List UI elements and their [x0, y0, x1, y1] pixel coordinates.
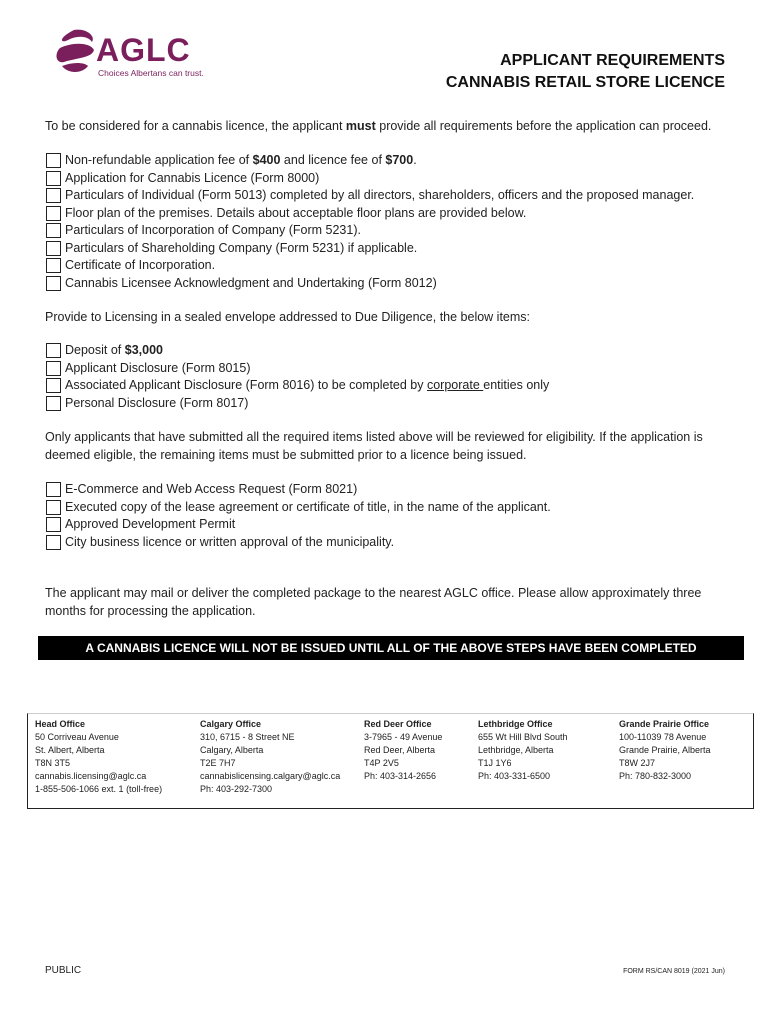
item-text: City business licence or written approval of the municipality. [65, 534, 395, 549]
checkbox[interactable] [46, 343, 61, 358]
office-phone: Ph: 403-331-6500 [478, 771, 551, 781]
eligibility-paragraph: Only applicants that have submitted all the required items listed above will be reviewed for eligibility. If the application is deemed eligible, the remaining items must be submitted prior to a licence being issued. [45, 430, 703, 462]
checkbox[interactable] [46, 361, 61, 376]
item-text: and licence fee of [280, 153, 386, 167]
item-text: Particulars of Shareholding Company (Form 5231) if applicable. [65, 240, 418, 255]
checkbox[interactable] [46, 517, 61, 532]
checklist-item [45, 222, 694, 240]
office-phone: Ph: 403-292-7300 [200, 784, 273, 794]
checkbox[interactable] [46, 188, 61, 203]
checkbox[interactable] [46, 482, 61, 497]
office-name: Lethbridge Office [478, 719, 553, 729]
item-bold: $400 [252, 153, 281, 167]
remaining-items-checklist [45, 481, 551, 551]
checkbox[interactable] [46, 535, 61, 550]
item-text: Applicant Disclosure (Form 8015) [65, 360, 251, 375]
item-text: E-Commerce and Web Access Request (Form 8021) [65, 482, 358, 496]
item-text: Non-refundable application fee of [65, 153, 253, 167]
office-phone: Ph: 403-314-2656 [364, 771, 437, 781]
item-text: Approved Development Permit [65, 517, 236, 531]
checklist-item [45, 240, 694, 258]
office-line: T4P 2V5 [364, 758, 399, 768]
office-red-deer [364, 718, 442, 783]
checklist-item [45, 499, 551, 517]
checklist-item [45, 360, 549, 378]
due-diligence-paragraph: Provide to Licensing in a sealed envelope addressed to Due Diligence, the below items: [45, 310, 531, 324]
office-line: T8W 2J7 [619, 758, 656, 768]
item-text: Deposit of [65, 343, 125, 357]
office-line: Red Deer, Alberta [364, 745, 436, 755]
office-name: Red Deer Office [364, 719, 432, 729]
title-line-2: CANNABIS RETAIL STORE LICENCE [445, 74, 725, 91]
checklist-item [45, 534, 551, 552]
checklist-item [45, 395, 549, 413]
checkbox[interactable] [46, 206, 61, 221]
checklist-item [45, 516, 551, 534]
item-bold: $3,000 [124, 343, 163, 357]
item-text: Executed copy of the lease agreement or certificate of title, in the name of the applicant. [65, 499, 551, 514]
checkbox[interactable] [46, 500, 61, 515]
office-line: St. Albert, Alberta [35, 745, 105, 755]
logo-tagline: Choices Albertans can trust. [98, 68, 204, 78]
form-number: FORM RS/CAN 8019 (2021 Jun) [623, 968, 725, 975]
item-text: Associated Applicant Disclosure (Form 8016) to be completed by [65, 378, 427, 392]
checkbox[interactable] [46, 171, 61, 186]
checklist-item [45, 275, 694, 293]
checkbox[interactable] [46, 396, 61, 411]
checkbox[interactable] [46, 153, 61, 168]
item-text: Floor plan of the premises. Details about acceptable floor plans are provided below. [65, 205, 527, 220]
checklist-item [45, 481, 551, 499]
item-text: Personal Disclosure (Form 8017) [65, 395, 249, 410]
office-line: 655 Wt Hill Blvd South [478, 732, 568, 742]
item-text: Cannabis Licensee Acknowledgment and Undertaking (Form 8012) [65, 275, 437, 290]
item-text: Application for Cannabis Licence (Form 8000) [65, 170, 320, 185]
office-line: T1J 1Y6 [478, 758, 512, 768]
office-line: T2E 7H7 [200, 758, 236, 768]
office-phone: Ph: 780-832-3000 [619, 771, 692, 781]
item-text: entities only [483, 378, 550, 392]
checklist-item [45, 152, 694, 170]
item-bold: $700 [385, 153, 414, 167]
office-name: Grande Prairie Office [619, 719, 710, 729]
delivery-paragraph: The applicant may mail or deliver the completed package to the nearest AGLC office. Please allow approximately three months for processing the application. [45, 586, 702, 618]
aglc-swirl-icon [52, 26, 96, 74]
item-text: . [413, 153, 417, 167]
office-name: Calgary Office [200, 719, 262, 729]
title-line-1: APPLICANT REQUIREMENTS [500, 52, 725, 69]
item-text: Particulars of Individual (Form 5013) completed by all directors, shareholders, officers and the proposed manager. [65, 188, 695, 202]
checkbox[interactable] [46, 258, 61, 273]
checklist-item [45, 187, 694, 205]
warning-banner: A CANNABIS LICENCE WILL NOT BE ISSUED UNTIL ALL OF THE ABOVE STEPS HAVE BEEN COMPLETED [38, 636, 744, 660]
checklist-item [45, 342, 549, 360]
offices-box [27, 713, 754, 809]
checkbox[interactable] [46, 276, 61, 291]
intro-paragraph [45, 118, 735, 136]
logo-wordmark: AGLC [96, 32, 191, 68]
aglc-logo [52, 26, 212, 82]
checklist-item [45, 377, 549, 395]
checklist-item [45, 257, 694, 275]
office-line: Lethbridge, Alberta [478, 745, 554, 755]
item-text: Certificate of Incorporation. [65, 258, 216, 272]
checkbox[interactable] [46, 378, 61, 393]
office-name: Head Office [35, 719, 86, 729]
item-underline: corporate [426, 378, 484, 392]
intro-text: To be considered for a cannabis licence, the applicant [45, 119, 346, 133]
checklist-item [45, 170, 694, 188]
office-line: Grande Prairie, Alberta [619, 745, 711, 755]
classification-label: PUBLIC [45, 965, 82, 976]
office-email[interactable]: cannabis.licensing@aglc.ca [35, 771, 147, 781]
office-line: 50 Corriveau Avenue [35, 732, 119, 742]
office-line: 100-11039 78 Avenue [619, 732, 707, 742]
intro-text-end: provide all requirements before the application can proceed. [375, 119, 712, 133]
office-phone: 1-855-506-1066 ext. 1 (toll-free) [35, 784, 163, 794]
office-lethbridge [478, 718, 568, 783]
office-calgary [200, 718, 340, 796]
checklist-item [45, 205, 694, 223]
page-title [446, 50, 725, 94]
intro-bold: must [345, 119, 376, 133]
office-line: 3-7965 - 49 Avenue [364, 732, 443, 742]
office-line: T8N 3T5 [35, 758, 71, 768]
checkbox[interactable] [46, 223, 61, 238]
office-head [35, 718, 162, 796]
due-diligence-checklist [45, 342, 549, 412]
office-grande-prairie [619, 718, 711, 783]
checkbox[interactable] [46, 241, 61, 256]
office-email[interactable]: cannabislicensing.calgary@aglc.ca [200, 771, 341, 781]
office-line: Calgary, Alberta [200, 745, 264, 755]
requirements-checklist [45, 152, 694, 292]
item-text: Particulars of Incorporation of Company (Form 5231). [65, 223, 361, 237]
office-line: 310, 6715 - 8 Street NE [200, 732, 295, 742]
